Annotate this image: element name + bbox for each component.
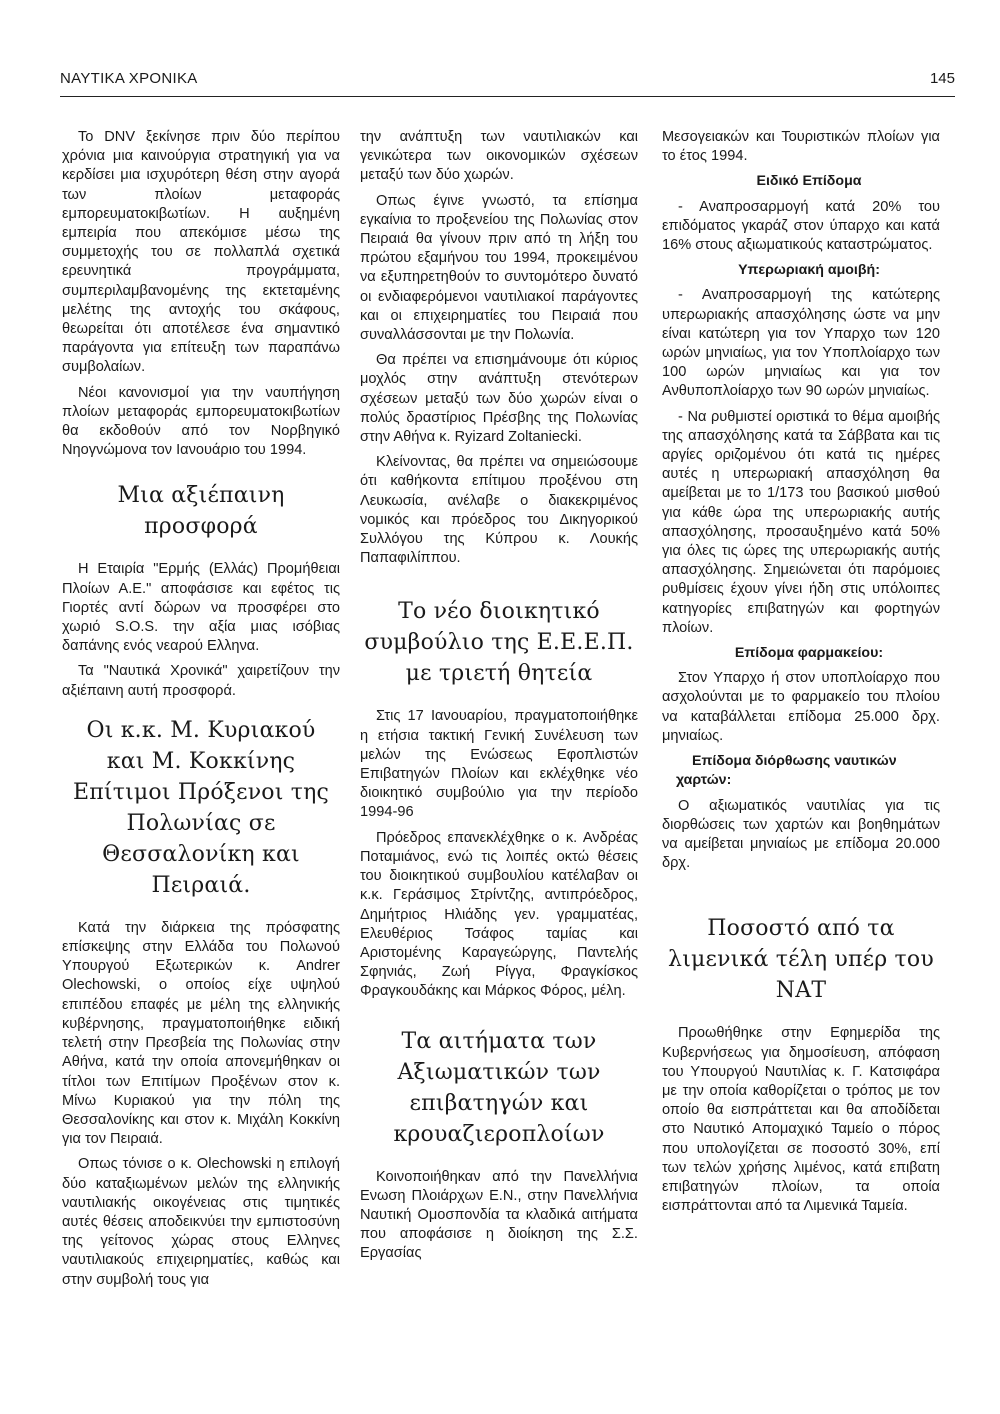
column-3 [662,128,940,1222]
subheading: Επίδομα φαρμακείου: [734,645,884,662]
paragraph: Οπως έγινε γνωστό, τα επίσημα εγκαίνια το προξενείου της Πολωνίας στον Πειραιά θα γίνουν πριν από τη λήξη του πρώτου εξαμήνου του 1994, προκειμένου να εξυπηρετηθούν το συντομότερο δυνατό οι ενδιαφερόμενοι ναυτιλιακοί παράγοντες και οι επιχειρηματίες του Πειραιά που συναλλάσσονται με την Πολωνία. [360,192,638,344]
paragraph: Ο αξιωματικός ναυτιλίας για τις διορθώσεις των χαρτών και βοηθημάτων να αμείβεται μηνιαίως με επίδομα 20.000 δρχ. [662,797,940,872]
paragraph: Πρόεδρος επανεκλέχθηκε ο κ. Ανδρέας Ποταμιάνος, ενώ τις λοιπές οκτώ θέσεις του διοικητικού συμβουλίου κατέλαβαν οι κ.κ. Γεράσιμος Στρίντζης, αντιπρόεδρος, Δημήτριος Ηλιάδης γεν. γραμματέας, Ελευθέριος Τσάφος ταμίας και Αριστομένης Καραγεώργης, Παντελής Σφηνιάς, Ζωή Ρίγγα, Φραγκίσκος Φραγκουδάκης και Μάρκος Φόρος, μέλη. [360,829,638,1000]
paragraph: Τα "Ναυτικά Χρονικά" χαιρετίζουν την αξιέπαινη αυτή προσφορά. [62,663,340,699]
paragraph: - Να ρυθμιστεί οριστικά το θέμα αμοιβής της απασχόλησης κατά τα Σάββατα και τις αργίες οριζομένου ότι κατά τις ημέρες αυτές η υπερωριακή απασχόληση θα αμείβεται με το 1/173 του βασικού μισθού για κάθε ώρα της υπερωριακής αυτής απασχόλησης, προσαυξημένο κατά 50% για όλες τις ώρες της υπερωριακής αυτής απασχόλησης. Σημειώνεται ότι παρόμοιες ρυθμίσεις έχουν γίνει ήδη στις υπόλοιπες κατηγορίες επιβατηγών και φορτηγών πλοίων. [662,408,940,636]
paragraph: Προωθήθηκε στην Εφημερίδα της Κυβερνήσεως για δημοσίευση, απόφαση του Υπουργού Ναυτιλίας κ. Γ. Κατσιφάρα με την οποία καθορίζεται ο τρόπος με τον οποίο θα εισπράττεται και θα αποδίδεται στο Ναυτικό Απομαχικό Ταμείο ο πόρος που υπολογίζεται σε ποσοστό 30%, επί των τελών χρήσης λιμένος, κατά επιβατη επιβατηγών πλοίων, τα οποία εισπράττονται από τα Λιμενικά Ταμεία. [662,1025,940,1215]
article-heading: Οι κ.κ. Μ. Κυριακού και Μ. Κοκκίνης Επίτιμοι Πρόξενοι της Πολωνίας σε Θεσσαλονίκη και Πειραιά. [72,717,330,898]
paragraph: Θα πρέπει να επισημάνουμε ότι κύριος μοχλός στην ανάπτυξη στενότερων σχέσεων μεταξύ των δύο χωρών είναι ο πολύς δραστίριος Πρέσβης της Πολωνίας στην Αθήνα κ. Ryizard Zoltaniecki. [360,352,638,446]
subheading: Ειδικό Επίδομα [756,173,862,190]
paragraph: Κλείνοντας, θα πρέπει να σημειώσουμε ότι καθήκοντα επίτιμου προξένου στη Λευκωσία, ανέλαβε ο διακεκριμένος νομικός και πρόεδρος του Δικηγορικού Συλλόγου της Κύπρου κ. Λουκής Παπαφιλίππου. [360,454,638,567]
paragraph: Οπως τόνισε ο κ. Olechowski η επιλογή δύο καταξιωμένων μελών της ελληνικής ναυτιλιακής οικογένειας στις τιμητικές αυτές θέσεις αποδεικνύει την εμπιστοσύνη της γείτονος χώρας στους Ελληνες ναυτιλιακούς επιχειρηματίες, καθώς και στην συμβολή τους για [62,1156,340,1288]
page-number: 145 [929,70,955,87]
article-heading: Τα αιτήματα των Αξιωματικών των επιβατηγών και κρουαζιεροπλοίων [393,1028,605,1147]
article-heading: Το νέο διοικητικό συμβούλιο της Ε.Ε.Ε.Π. με τριετή θητεία [364,599,634,687]
paragraph: Κατά την διάρκεια της πρόσφατης επίσκεψης στην Ελλάδα του Πολωνού Υπουργού Εξωτερικών κ. Andrer Olechowski, ο οποίος είχε υψηλού επιπέδου επαφές με μέλη της ελληνικής κυβέρνησης, πραγματοποιήθηκε ειδική τελετή στην Πρεσβεία της Πολωνίας στην Αθήνα, κατά την οποία απονεμήθηκαν οι τίτλοι των Επιτίμων Προξένων στον κ. Μίνω Κυριακού για την πόλη της Θεσσαλονίκης και στον κ. Μιχάλη Κοκκίνη για τον Πειραιά. [62,919,340,1148]
column-2 [360,128,638,1270]
paragraph: Η Εταιρία "Ερμής (Ελλάς) Προμήθειαι Πλοίων Α.Ε." αποφάσισε και εφέτος τις Γιορτές αντί δώρων να προσφέρει στο χωριό S.O.S. την αξία μιας ισόβιας δαπάνης ενός νεαρού Ελληνα. [62,561,340,655]
article-heading: Μια αξιέπαινη προσφορά [117,483,285,540]
paragraph: Κοινοποιήθηκαν από την Πανελλήνια Ενωση Πλοιάρχων Ε.Ν., στην Πανελλήνια Ναυτική Ομοσπονδία τα κλαδικά αιτήματα που αποφάσισε η διοίκηση της Σ.Σ. Εργασίας [360,1168,638,1262]
subheading: Επίδομα διόρθωσης ναυτικών χαρτών: [676,753,897,789]
paragraph: Μεσογειακών και Τουριστικών πλοίων για το έτος 1994. [662,129,940,165]
paragraph: την ανάπτυξη των ναυτιλιακών και γενικώτερα των οικονομικών σχέσεων μεταξύ των δύο χωρών. [360,129,638,184]
subheading: Υπερωριακή αμοιβή: [738,262,880,279]
article-heading: Ποσοστό από τα λιμενικά τέλη υπέρ του ΝΑΤ [668,916,934,1004]
paragraph: Νέοι κανονισμοί για την ναυπήγηση πλοίων μεταφοράς εμπορευματοκιβωτίων θα εκδοθούν από τον Νορβηγικό Νηογνώμονα τον Ιανουάριο του 1994. [62,384,340,459]
publication-title: ΝΑΥΤΙΚΑ ΧΡΟΝΙΚΑ [60,70,198,87]
paragraph: Στις 17 Ιανουαρίου, πραγματοποιήθηκε η ετήσια τακτική Γενική Συνέλευση των μελών της Ενώσεως Εφοπλιστών Επιβατηγών Πλοίων και εκλέχθηκε νέο διοικητικό συμβούλιο για την περίοδο 1994-96 [360,708,638,821]
page-header [60,68,955,97]
paragraph: - Αναπροσαρμογή της κατώτερης υπερωριακής απασχόλησης ώστε να μην είναι κατώτερη για τον Υπαρχο των 120 ωρών μηνιαίως, για τον Υποπλοίαρχο των 100 ωρών μηνιαίως και για τον Ανθυποπλοίαρχο των 90 ωρών μηνιαίως. [662,287,940,400]
paragraph: Στον Υπαρχο ή στον υποπλοίαρχο που ασχολούνται με το φαρμακείο του πλοίου να καταβάλλεται επίδομα 25.000 δρχ. μηνιαίως. [662,670,940,744]
paragraph: Το DNV ξεκίνησε πριν δύο περίπου χρόνια μια καινούργια στρατηγική για να κερδίσει μια ισχυρότερη θέση στην αγορά των πλοίων μεταφοράς εμπορευματοκιβωτίων. Η αυξημένη εμπειρία που απεκόμισε μέσω της συμμετοχής του σε πολλαπλά σχετικά ερευνητικά προγράμματα, συμπεριλαμβανομένης της εκτεταμένης μελέτης της αντοχής του σκάφους, θεωρείται ότι αποτέλεσε ένα σημαντικό παράγοντα για επίτευξη των παραπάνω συμβολαίων. [62,129,340,376]
column-1 [62,128,340,1296]
paragraph: - Αναπροσαρμογή κατά 20% του επιδόματος γκαράζ στον ύπαρχο και κατά 16% στους αξιωματικούς καταστρώματος. [662,198,940,254]
